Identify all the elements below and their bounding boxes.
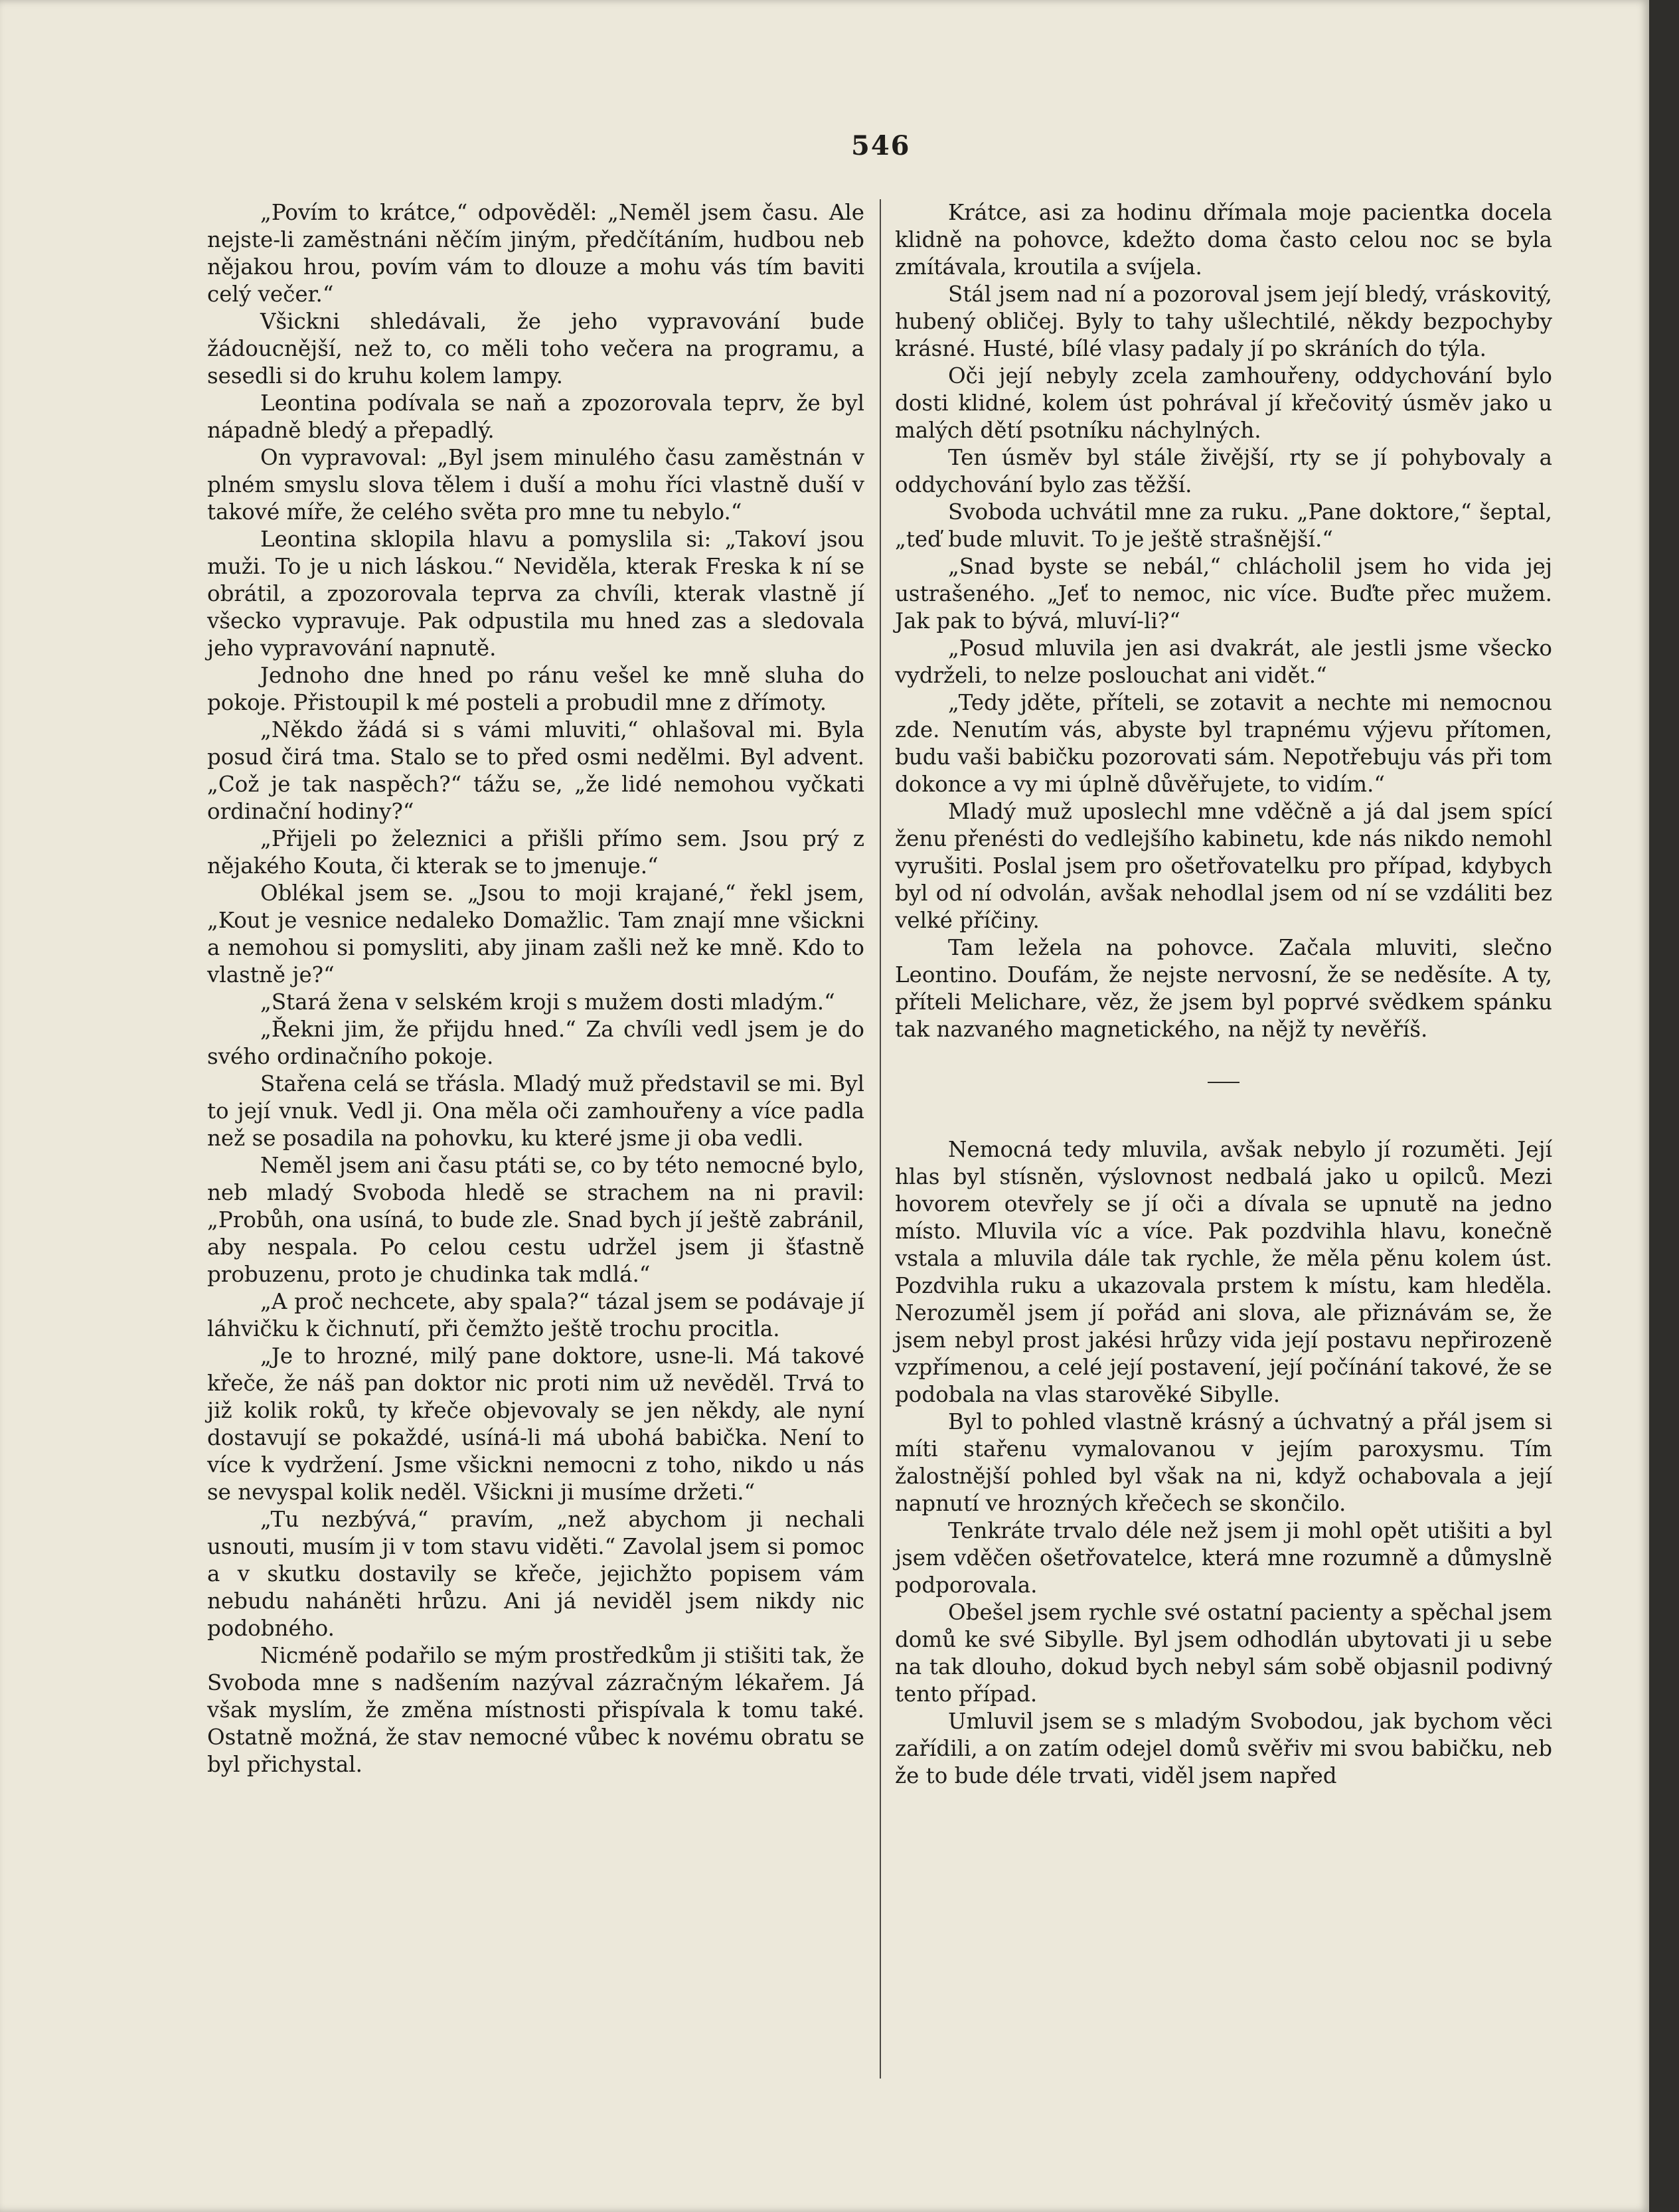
page-number: 546 bbox=[851, 130, 911, 161]
paragraph: Ten úsměv byl stále živější, rty se jí pohybovaly a oddychování bylo zas těžší. bbox=[895, 445, 1552, 497]
paragraph: Všickni shledávali, že jeho vypravování bude žádoucnější, než to, co měli toho večera na programu, a sesedli si do kruhu kolem lampy. bbox=[207, 309, 864, 388]
paragraph: Tenkráte trvalo déle než jsem ji mohl opět utišiti a byl jsem vděčen ošetřovatelce, která mne rozumně a důmyslně podporovala. bbox=[895, 1518, 1552, 1598]
paragraph: Byl to pohled vlastně krásný a úchvatný a přál jsem si míti stařenu vymalovanou v jejím paroxysmu. Tím žalostnější pohled byl však na ni, když ochabovala a její napnutí ve hrozných křečech se skončilo. bbox=[895, 1409, 1552, 1516]
paragraph: „Tedy jděte, příteli, se zotavit a nechte mi nemocnou zde. Nenutím vás, abyste byl trapnému výjevu přítomen, budu vaši babičku pozorovati sám. Nepotřebuju vás při tom dokonce a vy mi úplně důvěřujete, to vidím.“ bbox=[895, 690, 1552, 797]
paragraph: „Posud mluvila jen asi dvakrát, ale jestli jsme všecko vydrželi, to nelze poslouchat ani vidět.“ bbox=[895, 636, 1552, 688]
paragraph: Stál jsem nad ní a pozoroval jsem její bledý, vráskovitý, hubený obličej. Byly to tahy ušlechtilé, někdy bezpochyby krásné. Husté, bílé vlasy padaly jí po skráních do týla. bbox=[895, 282, 1552, 361]
left-column bbox=[207, 199, 864, 1778]
paragraph: „Stará žena v selském kroji s mužem dosti mladým.“ bbox=[260, 989, 835, 1015]
paragraph: Nicméně podařilo se mým prostředkům ji stišiti tak, že Svoboda mne s nadšením nazýval zázračným lékařem. Já však myslím, že změna místnosti přispívala k tomu také. Ostatně možná, že stav nemocné vůbec k novému obratu se byl přichystal. bbox=[207, 1643, 864, 1777]
paragraph: „Řekni jim, že přijdu hned.“ Za chvíli vedl jsem je do svého ordinačního pokoje. bbox=[207, 1017, 864, 1069]
paragraph: „Někdo žádá si s vámi mluviti,“ ohlašoval mi. Byla posud čirá tma. Stalo se to před osmi nedělmi. Byl advent. „Což je tak naspěch?“ tážu se, „že lidé nemohou vyčkati ordinační hodiny?“ bbox=[207, 717, 864, 824]
paragraph: „A proč nechcete, aby spala?“ tázal jsem se podávaje jí láhvičku k čichnutí, při čemžto ještě trochu procitla. bbox=[207, 1289, 864, 1341]
paragraph: Neměl jsem ani času ptáti se, co by této nemocné bylo, neb mladý Svoboda hledě se strachem na ni pravil: „Probůh, ona usíná, to bude zle. Snad bych jí ještě zabránil, aby nespala. Po celou cestu udržel jsem ji šťastně probuzenu, proto je chudinka tak mdlá.“ bbox=[207, 1153, 864, 1287]
paragraph: „Je to hrozné, milý pane doktore, usne-li. Má takové křeče, že náš pan doktor nic proti nim už nevěděl. Trvá to již kolik roků, ty křeče objevovaly se jen někdy, ale nyní dostavují se pokaždé, usíná-li má ubohá babička. Není to více k vydržení. Jsme všickni nemocni z toho, nikdo u nás se nevyspal kolik neděl. Všickni ji musíme držeti.“ bbox=[207, 1343, 864, 1505]
paragraph: Nemocná tedy mluvila, avšak nebylo jí rozuměti. Její hlas byl stísněn, výslovnost nedbalá jako u opilců. Mezi hovorem otevřely se jí oči a dívala se upnutě na jedno místo. Mluvila víc a více. Pak pozdvihla hlavu, konečně vstala a mluvila dále tak rychle, že měla pěnu kolem úst. Pozdvihla ruku a ukazovala prstem k místu, kam hleděla. Nerozuměl jsem jí pořád ani slova, ale přiznávám se, že jsem nebyl prost jakési hrůzy vida její postavu nepřirozeně vzpřímenou, a celé její postavení, její počínání takové, že se podobala na vlas starověké Sibylle. bbox=[895, 1137, 1552, 1407]
paragraph: Umluvil jsem se s mladým Svobodou, jak bychom věci zařídili, a on zatím odejel domů svěřiv mi svou babičku, neb že to bude déle trvati, viděl jsem napřed bbox=[895, 1709, 1552, 1788]
paragraph: On vypravoval: „Byl jsem minulého času zaměstnán v plném smyslu slova tělem i duší a mohu říci vlastně duší v takové míře, že celého světa pro mne tu nebylo.“ bbox=[207, 445, 864, 525]
paragraph: Obešel jsem rychle své ostatní pacienty a spěchal jsem domů ke své Sibylle. Byl jsem odhodlán ubytovati ji u sebe na tak dlouho, dokud bych nebyl sám sobě objasnil podivný tento případ. bbox=[895, 1600, 1552, 1707]
paragraph: „Snad byste se nebál,“ chlácholil jsem ho vida jej ustrašeného. „Jeť to nemoc, nic více. Buďte přec mužem. Jak pak to bývá, mluví-li?“ bbox=[895, 554, 1552, 634]
section-separator bbox=[1208, 1082, 1239, 1083]
paragraph: „Přijeli po železnici a přišli přímo sem. Jsou prý z nějakého Kouta, či kterak se to jmenuje.“ bbox=[207, 826, 864, 879]
paragraph: Leontina sklopila hlavu a pomyslila si: „Takoví jsou muži. To je u nich láskou.“ Neviděla, kterak Freska k ní se obrátil, a zpozorovala teprva za chvíli, kterak vlastně jí všecko vypravuje. Pak odpustila mu hned zas a sledovala jeho vypravování napnutě. bbox=[207, 527, 864, 661]
paragraph: Oblékal jsem se. „Jsou to moji krajané,“ řekl jsem, „Kout je vesnice nedaleko Domažlic. Tam znají mne všickni a nemohou si pomysliti, aby jinam zašli než ke mně. Kdo to vlastně je?“ bbox=[207, 881, 864, 987]
paragraph: Krátce, asi za hodinu dřímala moje pacientka docela klidně na pohovce, kdežto doma často celou noc se byla zmítávala, kroutila a svíjela. bbox=[895, 200, 1552, 280]
right-column bbox=[895, 199, 1552, 1790]
paragraph: Leontina podívala se naň a zpozorovala teprv, že byl nápadně bledý a přepadlý. bbox=[207, 390, 864, 443]
paragraph: „Tu nezbývá,“ pravím, „než abychom ji nechali usnouti, musím ji v tom stavu viděti.“ Zavolal jsem si pomoc a v skutku dostavily se křeče, jejichžto popisem vám nebudu naháněti hrůzu. Ani já neviděl jsem nikdy nic podobného. bbox=[207, 1507, 864, 1641]
paragraph: Svoboda uchvátil mne za ruku. „Pane doktore,“ šeptal, „teď bude mluvit. To je ještě strašnější.“ bbox=[895, 499, 1552, 552]
column-divider bbox=[880, 199, 881, 2079]
paragraph: Tam ležela na pohovce. Začala mluviti, slečno Leontino. Doufám, že nejste nervosní, že se neděsíte. A ty, příteli Melichare, věz, že jsem byl poprvé svědkem spánku tak nazvaného magnetického, na nějž ty nevěříš. bbox=[895, 935, 1552, 1042]
background-edge bbox=[1649, 0, 1679, 2212]
paragraph: „Povím to krátce,“ odpověděl: „Neměl jsem času. Ale nejste-li zaměstnáni něčím jiným, předčítáním, hudbou neb nějakou hrou, povím vám to dlouze a mohu vás tím baviti celý večer.“ bbox=[207, 200, 864, 307]
paragraph: Mladý muž uposlechl mne vděčně a já dal jsem spící ženu přenésti do vedlejšího kabinetu, kde nás nikdo nemohl vyrušiti. Poslal jsem pro ošetřovatelku pro případ, kdybych byl od ní odvolán, avšak nehodlal jsem od ní se vzdáliti bez velké příčiny. bbox=[895, 799, 1552, 933]
paragraph: Jednoho dne hned po ránu vešel ke mně sluha do pokoje. Přistoupil k mé posteli a probudil mne z dřímoty. bbox=[207, 663, 864, 715]
paragraph: Oči její nebyly zcela zamhouřeny, oddychování bylo dosti klidné, kolem úst pohrával jí křečovitý úsměv jako u malých dětí psotníku náchylných. bbox=[895, 363, 1552, 443]
paragraph: Stařena celá se třásla. Mladý muž představil se mi. Byl to její vnuk. Vedl ji. Ona měla oči zamhouřeny a více padla než se posadila na pohovku, ku které jsme ji oba vedli. bbox=[207, 1071, 864, 1151]
